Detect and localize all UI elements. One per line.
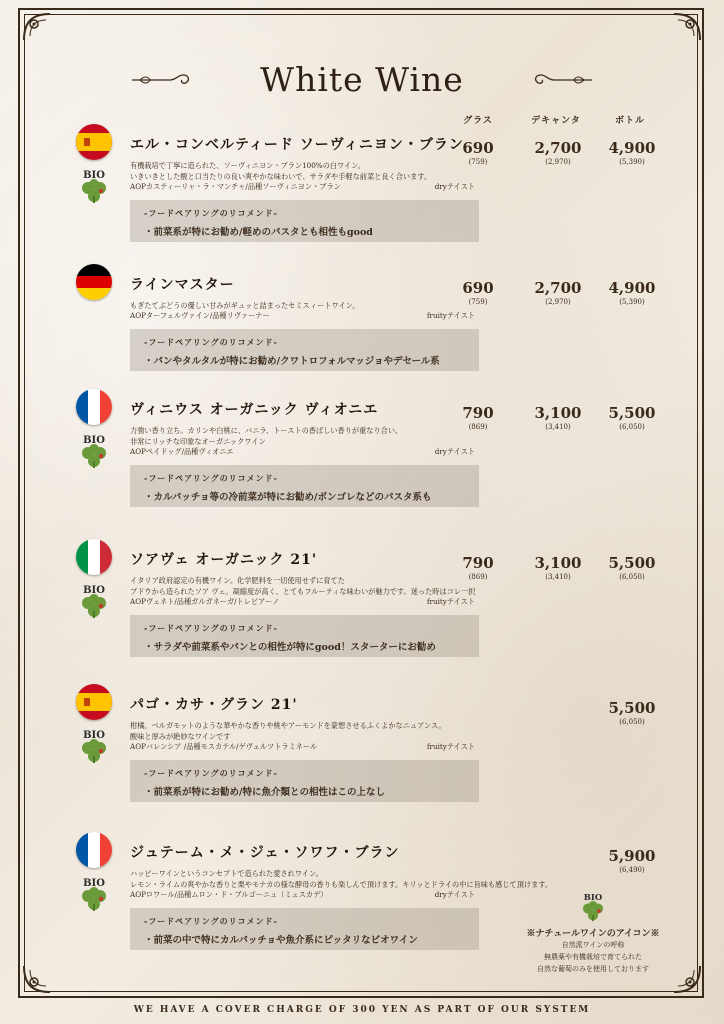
price-bottle-tax: (5,390)	[619, 298, 645, 306]
svg-text:BIO: BIO	[583, 892, 603, 903]
wine-taste: fruityテイスト	[426, 597, 475, 606]
wine-description: レモン・ライムの爽やかな香りと栗やモナカの様な酵母の香りも楽しんで頂けます。キリッとドライの中に旨味も感じて頂けます。	[130, 880, 553, 889]
bio-clover-icon	[76, 431, 112, 469]
price-glass-tax: (759)	[468, 298, 488, 306]
wine-origin: AOPバレンシア /品種モスカテル/ゲヴェルツトラミネール	[130, 742, 318, 751]
wine-name: ラインマスター	[130, 277, 235, 293]
price-glass-tax: (869)	[468, 423, 488, 431]
price-decanter	[523, 280, 593, 307]
legend-line: 自然派ワインの呼称	[561, 941, 625, 949]
bio-clover-icon	[76, 874, 112, 912]
page-title: White Wine	[260, 60, 464, 99]
price-bottle	[597, 700, 667, 727]
wine-taste: fruityテイスト	[426, 742, 475, 751]
price-glass	[443, 280, 513, 307]
pairing-box	[130, 329, 479, 371]
price-glass-tax: (759)	[468, 158, 488, 166]
price-glass-value: 690	[462, 279, 494, 297]
price-decanter-tax: (3,410)	[545, 573, 571, 581]
wine-origin-row	[130, 597, 475, 607]
price-bottle-value: 4,900	[608, 279, 656, 297]
corner-ornament-icon	[20, 10, 54, 44]
wine-description: 柑橘。ベルガモットのような華やかな香りや桃やアーモンドを蒙想させるふくよかなニュアンス。	[130, 721, 446, 730]
svg-text:BIO: BIO	[83, 585, 105, 596]
wine-origin: AOPカスティーリャ・ラ・マンチャ/品種ソーヴィニヨン・ブラン	[130, 182, 341, 191]
wine-origin-row	[130, 182, 475, 192]
france-flag-icon	[76, 832, 112, 868]
wine-description: ブドウから造られたソア ヴェ。凝縮度が高く、とてもフルーティな味わいが魅力です。迷った時はコレ一択	[130, 587, 476, 596]
price-bottle-tax: (6,050)	[619, 423, 645, 431]
pairing-text: ・前菜の中で特にカルパッチョや魚介系にピッタリなビオワイン	[144, 935, 418, 946]
price-glass	[443, 555, 513, 582]
svg-text:BIO: BIO	[83, 435, 105, 446]
price-glass-value: 690	[462, 139, 494, 157]
price-decanter-value: 3,100	[534, 404, 582, 422]
germany-flag-icon	[76, 264, 112, 300]
price-glass	[443, 405, 513, 432]
price-glass-value: 790	[462, 554, 494, 572]
wine-description: 酸味と厚みが絶妙なワインです	[130, 732, 231, 741]
svg-text:BIO: BIO	[83, 730, 105, 741]
wine-origin: AOPペイドッグ/品種ヴィオニエ	[130, 447, 234, 456]
wine-name: ジュテーム・メ・ジェ・ソワフ・ブラン	[130, 845, 400, 861]
wine-description: もぎたてぶどうの優しい甘みがギュッと詰まったセミスィートワイン。	[130, 301, 360, 310]
wine-origin-row	[130, 890, 475, 900]
price-bottle-tax: (6,490)	[619, 866, 645, 874]
price-decanter-tax: (3,410)	[545, 423, 571, 431]
price-bottle-value: 5,500	[608, 699, 656, 717]
wine-description: ハッピーワインというコンセプトで造られた愛されワイン。	[130, 869, 323, 878]
column-header-decanter: デキャンタ	[531, 116, 581, 126]
column-header-bottle: ボトル	[614, 116, 645, 126]
wine-description: いきいきとした酸と口当たりの良い爽やかな味わいで、サラダや手軽な前菜と良く合います。	[130, 172, 432, 181]
pairing-header: -フードペアリングのリコメンド-	[144, 916, 278, 926]
wine-name: ソアヴェ オーガニック 21'	[130, 552, 318, 568]
spain-flag-icon	[76, 124, 112, 160]
bio-clover-icon	[76, 166, 112, 204]
column-header-glass: グラス	[463, 116, 493, 126]
pairing-header: -フードペアリングのリコメンド-	[144, 768, 278, 778]
price-decanter	[523, 555, 593, 582]
pairing-header: -フードペアリングのリコメンド-	[144, 473, 278, 483]
france-flag-icon	[76, 389, 112, 425]
spain-flag-icon	[76, 684, 112, 720]
wine-description: イタリア政府認定の有機ワイン。化学肥料を一切使用せずに育てた	[130, 576, 345, 585]
wine-taste: dryテイスト	[434, 890, 475, 899]
price-bottle-value: 5,500	[608, 554, 656, 572]
wine-taste: dryテイスト	[434, 182, 475, 191]
price-decanter-value: 2,700	[534, 139, 582, 157]
wine-description: 有機栽培で丁寧に造られた、ソーヴィニヨン・ブラン100%の白ワイン。	[130, 161, 365, 170]
price-bottle-tax: (6,050)	[619, 718, 645, 726]
wine-name: パゴ・カサ・グラン 21'	[130, 697, 298, 713]
corner-ornament-icon	[670, 10, 704, 44]
pairing-text: ・カルパッチョ等の冷前菜が特にお勧め/ボンゴレなどのパスタ系も	[144, 492, 432, 503]
legend-line: 自然な葡萄のみを使用しております	[537, 965, 649, 973]
wine-origin-row	[130, 742, 475, 752]
price-bottle	[597, 848, 667, 875]
wine-taste: dryテイスト	[434, 447, 475, 456]
pairing-text: ・サラダや前菜系やパンとの相性が特にgood！スターターにお勧め	[144, 642, 436, 653]
wine-origin: AOPロワール/品種ムロン・ド・ブルゴーニュ（ミュスカデ）	[130, 890, 328, 899]
price-bottle-tax: (5,390)	[619, 158, 645, 166]
pairing-box	[130, 908, 479, 950]
wine-description: 力強い香り立ち。カリンや白桃に、バニラ、トーストの香ばしい香りが重なり合い、	[130, 426, 403, 435]
flourish-right-icon	[532, 72, 594, 88]
svg-text:BIO: BIO	[83, 170, 105, 181]
price-decanter-value: 2,700	[534, 279, 582, 297]
wine-origin: AOPターフェルヴァイン/品種リヴァーナー	[130, 311, 270, 320]
wine-taste: fruityテイスト	[426, 311, 475, 320]
pairing-text: ・前菜系が特にお勧め/軽めのパスタとも相性もgood	[144, 227, 373, 238]
price-bottle	[597, 405, 667, 432]
price-bottle-value: 5,900	[608, 847, 656, 865]
italy-flag-icon	[76, 539, 112, 575]
pairing-header: -フードペアリングのリコメンド-	[144, 208, 278, 218]
wine-name: ヴィニウス オーガニック ヴィオニエ	[130, 402, 379, 418]
cover-charge-notice: WE HAVE A COVER CHARGE OF 300 YEN AS PART OF OUR SYSTEM	[133, 1005, 591, 1015]
pairing-box	[130, 465, 479, 507]
pairing-header: -フードペアリングのリコメンド-	[144, 337, 278, 347]
legend-heading: ※ナチュールワインのアイコン※	[526, 929, 660, 939]
wine-name: エル・コンベルティード ソーヴィニヨン・ブラン	[130, 137, 464, 153]
price-decanter	[523, 405, 593, 432]
price-decanter-value: 3,100	[534, 554, 582, 572]
price-bottle-value: 4,900	[608, 139, 656, 157]
bio-clover-icon	[76, 726, 112, 764]
wine-origin: AOPヴェネト/品種ガルガネーガ/トレビアーノ	[130, 597, 280, 606]
price-decanter-tax: (2,970)	[545, 298, 571, 306]
svg-text:BIO: BIO	[83, 878, 105, 889]
pairing-box	[130, 760, 479, 802]
price-bottle	[597, 280, 667, 307]
price-bottle	[597, 555, 667, 582]
wine-description: 非常にリッチな印象なオーガニックワイン	[130, 437, 266, 446]
wine-origin-row	[130, 447, 475, 457]
price-glass-value: 790	[462, 404, 494, 422]
price-decanter-tax: (2,970)	[545, 158, 571, 166]
pairing-box	[130, 200, 479, 242]
price-decanter	[523, 140, 593, 167]
wine-origin-row	[130, 311, 475, 321]
pairing-text: ・前菜系が特にお勧め/特に魚介類との相性はこの上なし	[144, 787, 385, 798]
legend-line: 無農薬や有機栽培で育てられた	[544, 953, 642, 961]
pairing-header: -フードペアリングのリコメンド-	[144, 623, 278, 633]
price-bottle-tax: (6,050)	[619, 573, 645, 581]
pairing-text: ・パンやタルタルが特にお勧め/クワトロフォルマッジョやデセール系	[144, 356, 440, 367]
bio-clover-icon	[76, 581, 112, 619]
price-bottle-value: 5,500	[608, 404, 656, 422]
corner-ornament-icon	[20, 962, 54, 996]
price-glass	[443, 140, 513, 167]
price-bottle	[597, 140, 667, 167]
price-glass-tax: (869)	[468, 573, 488, 581]
bio-legend	[508, 890, 678, 975]
pairing-box	[130, 615, 479, 657]
bio-clover-icon	[577, 890, 609, 922]
